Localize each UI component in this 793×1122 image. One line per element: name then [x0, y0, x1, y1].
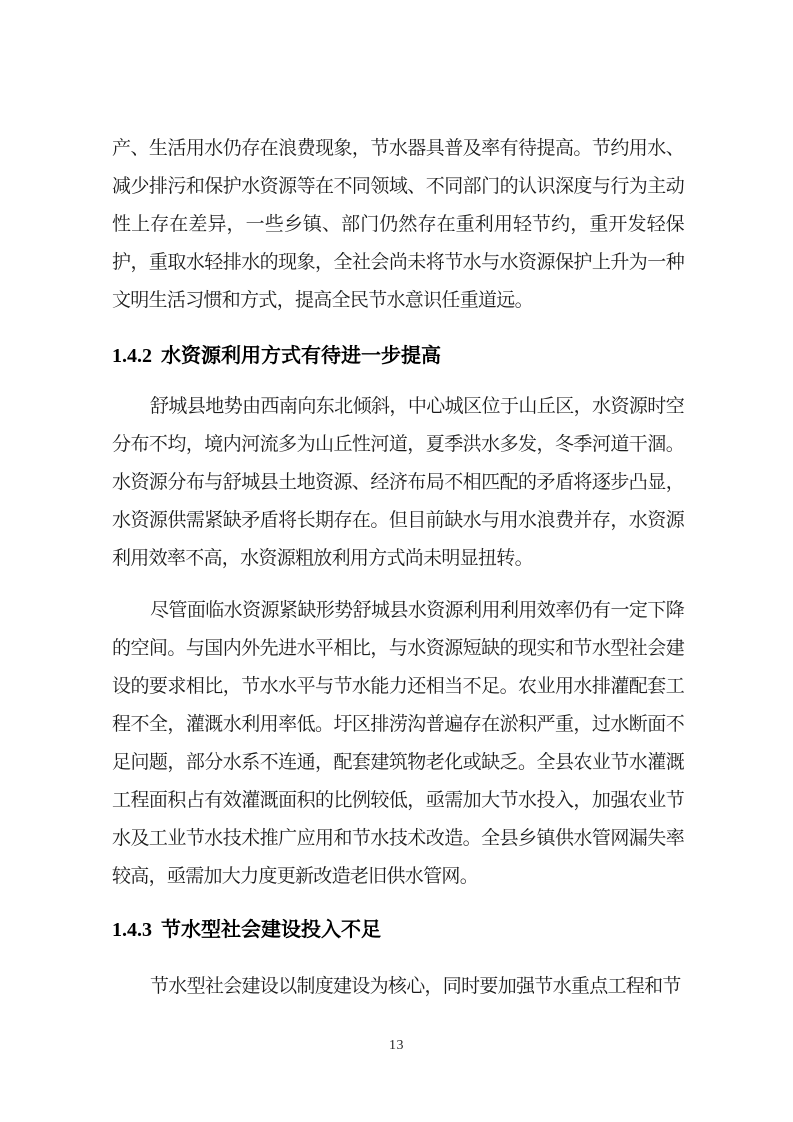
paragraph-water-resource-utilization: 舒城县地势由西南向东北倾斜，中心城区位于山丘区，水资源时空分布不均，境内河流多为山丘性河道，夏季洪水多发，冬季河道干涸。水资源分布与舒城县土地资源、经济布局不相匹配的矛盾将逐步凸显，水资源供需紧缺矛盾将长期存在。但目前缺水与用水浪费并存，水资源利用效率不高，水资源粗放利用方式尚未明显扭转。 [112, 396, 684, 569]
section-title-1-4-3: 节水型社会建设投入不足 [161, 919, 381, 941]
section-heading-1-4-3 [112, 914, 684, 946]
paragraph-water-waste-continuation: 产、生活用水仍存在浪费现象，节水器具普及率有待提高。节约用水、减少排污和保护水资源等在不同领域、不同部门的认识深度与行为主动性上存在差异，一些乡镇、部门仍然存在重利用轻节约，重开发轻保护，重取水轻排水的现象，全社会尚未将节水与水资源保护上升为一种文明生活习惯和方式，提高全民节水意识任重道远。 [112, 138, 684, 311]
section-number-1-4-2: 1.4.2 [112, 345, 152, 367]
paragraph-water-saving-society-investment: 节水型社会建设以制度建设为核心，同时要加强节水重点工程和节 [150, 976, 681, 997]
section-heading-1-4-2 [112, 340, 684, 372]
paragraph-water-saving-efficiency: 尽管面临水资源紧缺形势舒城县水资源利用利用效率仍有一定下降的空间。与国内外先进水平相比，与水资源短缺的现实和节水型社会建设的要求相比，节水水平与节水能力还相当不足。农业用水排灌配套工程不全，灌溉水利用率低。圩区排涝沟普遍存在淤积严重，过水断面不足问题，部分水系不连通，配套建筑物老化或缺乏。全县农业节水灌溉工程面积占有效灌溉面积的比例较低，亟需加大节水投入，加强农业节水及工业节水技术推广应用和节水技术改造。全县乡镇供水管网漏失率较高，亟需加大力度更新改造老旧供水管网。 [112, 600, 684, 887]
page-content [112, 130, 684, 1006]
page-footer [0, 1036, 793, 1055]
section-title-1-4-2: 水资源利用方式有待进一步提高 [161, 345, 441, 367]
page-number: 13 [389, 1038, 404, 1053]
section-number-1-4-3: 1.4.3 [112, 919, 152, 941]
